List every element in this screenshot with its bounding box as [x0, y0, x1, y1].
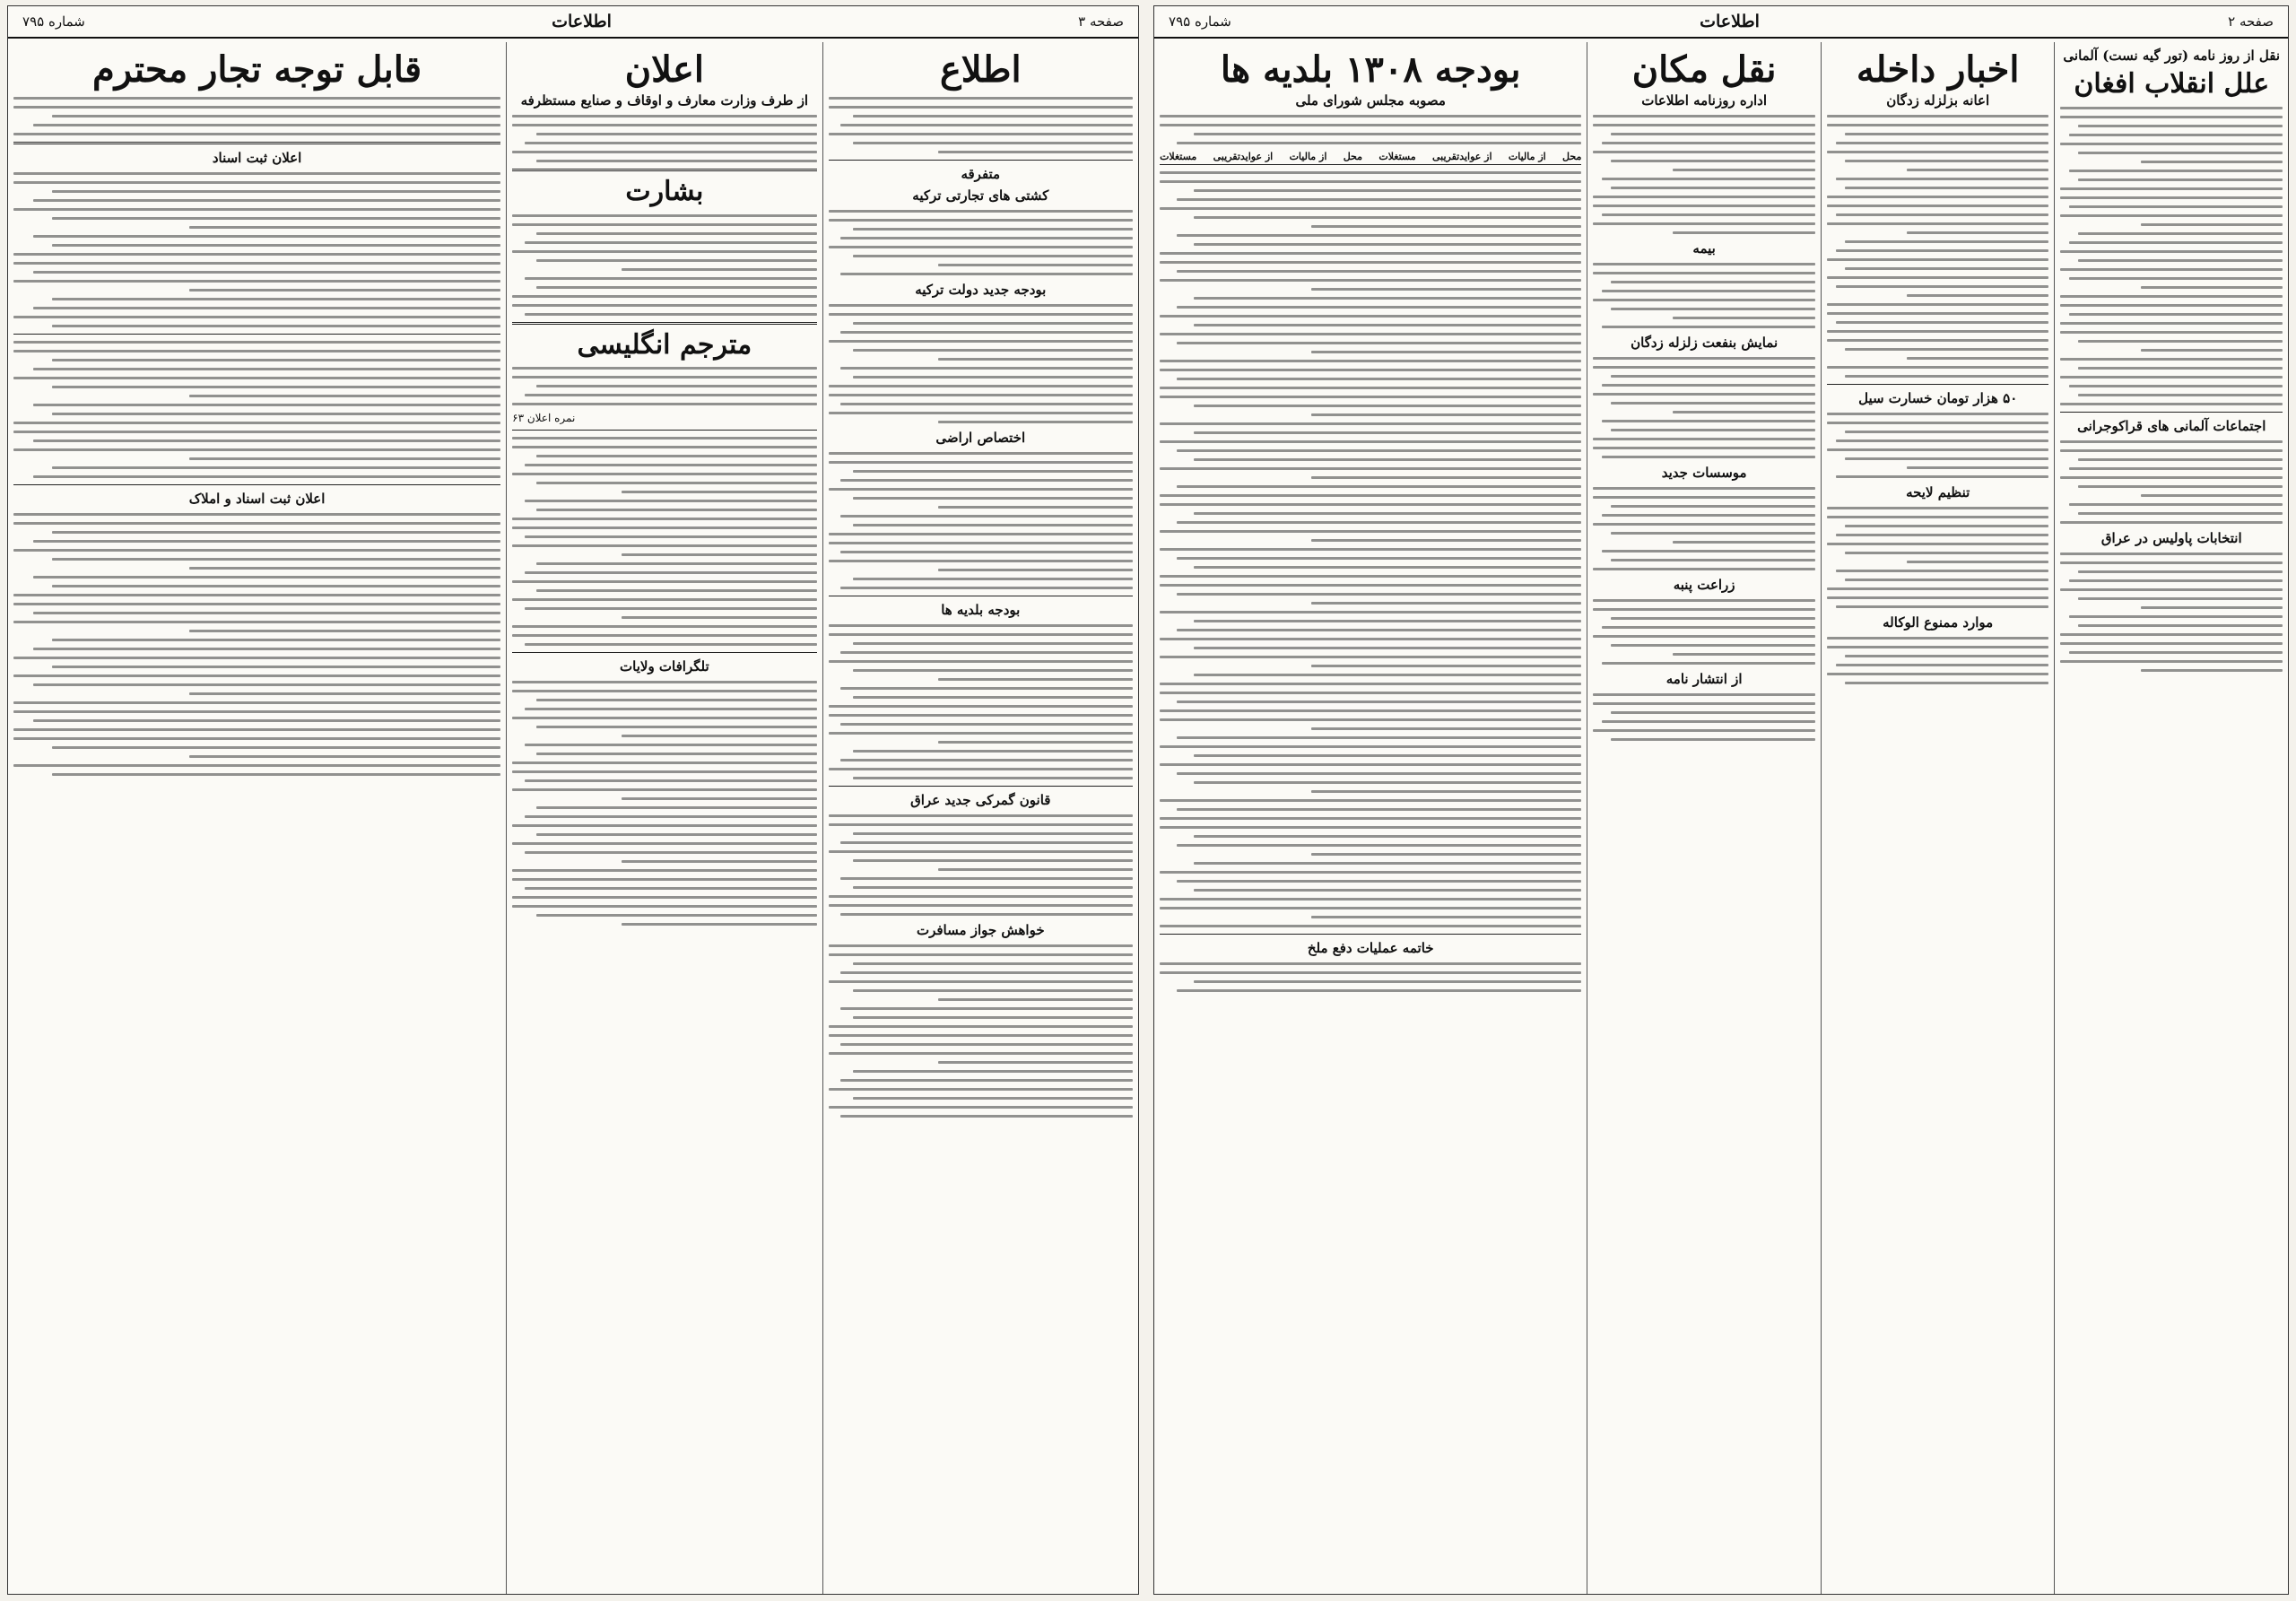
section-heading: اختصاص اراضی [935, 430, 1026, 446]
column-naql [1587, 42, 1821, 1594]
page-number-label: صفحه ۳ [1078, 13, 1124, 30]
column-title: بودجه ۱۳۰۸ بلدیه ها [1220, 48, 1521, 91]
section-heading: خواهش جواز مسافرت [916, 922, 1045, 938]
section-heading: قانون گمرکی جدید عراق [910, 792, 1051, 808]
col-label: از مالیات [1508, 151, 1546, 162]
col-label: محل [1343, 151, 1363, 162]
section-heading: کشتی های تجارتی ترکیه [912, 187, 1049, 204]
section-heading: اعانه بزلزله زدگان [1886, 92, 1990, 109]
section-heading: تلگرافات ولایات [620, 658, 709, 674]
column-tejar [8, 42, 506, 1594]
section-heading: بودجه بلدیه ها [941, 602, 1021, 618]
column-budget [1154, 42, 1587, 1594]
col-label: از مالیات [1289, 151, 1327, 162]
section-heading: موارد ممنوع الوکاله [1883, 614, 1994, 631]
newspaper-page-2 [1153, 5, 2289, 1595]
section-title: مترجم انگلیسی [577, 328, 752, 361]
newspaper-page-3 [7, 5, 1139, 1595]
section-subheading: نقل از روز نامه (تور گیه نست) آلمانی [2063, 48, 2281, 64]
col-label: مستغلات [1378, 151, 1416, 162]
masthead-title: اطلاعات [552, 12, 612, 31]
column-elan [506, 42, 822, 1594]
masthead-title: اطلاعات [1700, 12, 1760, 31]
column-title: علل انقلاب افغان [2074, 68, 2270, 100]
section-heading: خاتمه عملیات دفع ملخ [1307, 940, 1434, 956]
section-heading: بیمه [1692, 240, 1716, 257]
section-heading: متفرقه [961, 166, 1001, 182]
column-title: اعلان [624, 48, 704, 91]
page-number-label: صفحه ۲ [2228, 13, 2274, 30]
section-heading: ۵۰ هزار تومان خسارت سیل [1858, 390, 2018, 406]
column-title: اطلاع [939, 48, 1022, 91]
section-heading: مصوبه مجلس شورای ملی [1295, 92, 1446, 109]
section-heading: بودجه جدید دولت ترکیه [915, 282, 1047, 298]
page-header [8, 6, 1138, 39]
col-label: از عوایدتقریبی [1213, 151, 1274, 162]
column-ettela [822, 42, 1138, 1594]
notice-signature: نمره اعلان ۶۳ [512, 412, 576, 424]
section-heading: اجتماعات آلمانی های قراکوجرانی [2077, 417, 2266, 434]
issue-number: شماره ۷۹۵ [1169, 13, 1231, 30]
section-heading: تنظیم لایحه [1906, 484, 1970, 500]
issue-number: شماره ۷۹۵ [22, 13, 85, 30]
section-heading: از طرف وزارت معارف و اوقاف و صنایع مستظرفه [520, 92, 809, 109]
section-title: بشارت [625, 176, 704, 207]
section-heading: اعلان ثبت اسناد [212, 150, 302, 166]
page-header [1154, 6, 2288, 39]
budget-table-header [1160, 151, 1581, 165]
column-title: نقل مکان [1631, 48, 1777, 91]
column-title: اخبار داخله [1856, 48, 2020, 91]
section-heading: اعلان ثبت اسناد و املاک [188, 491, 326, 507]
col-label: محل [1562, 151, 1582, 162]
section-heading: موسسات جدید [1661, 465, 1747, 481]
section-heading: زراعت پنبه [1673, 577, 1735, 593]
section-heading: از انتشار نامه [1665, 671, 1743, 687]
col-label: مستغلات [1160, 151, 1197, 162]
column-afghan [2054, 42, 2288, 1594]
section-heading: انتخابات پاولیس در عراق [2100, 529, 2242, 546]
column-title: قابل توجه تجار محترم [92, 48, 422, 91]
col-label: از عوایدتقریبی [1431, 151, 1492, 162]
column-akhbar [1821, 42, 2055, 1594]
section-heading: اداره روزنامه اطلاعات [1641, 92, 1768, 109]
section-heading: نمایش بنفعت زلزله زدگان [1631, 335, 1779, 351]
